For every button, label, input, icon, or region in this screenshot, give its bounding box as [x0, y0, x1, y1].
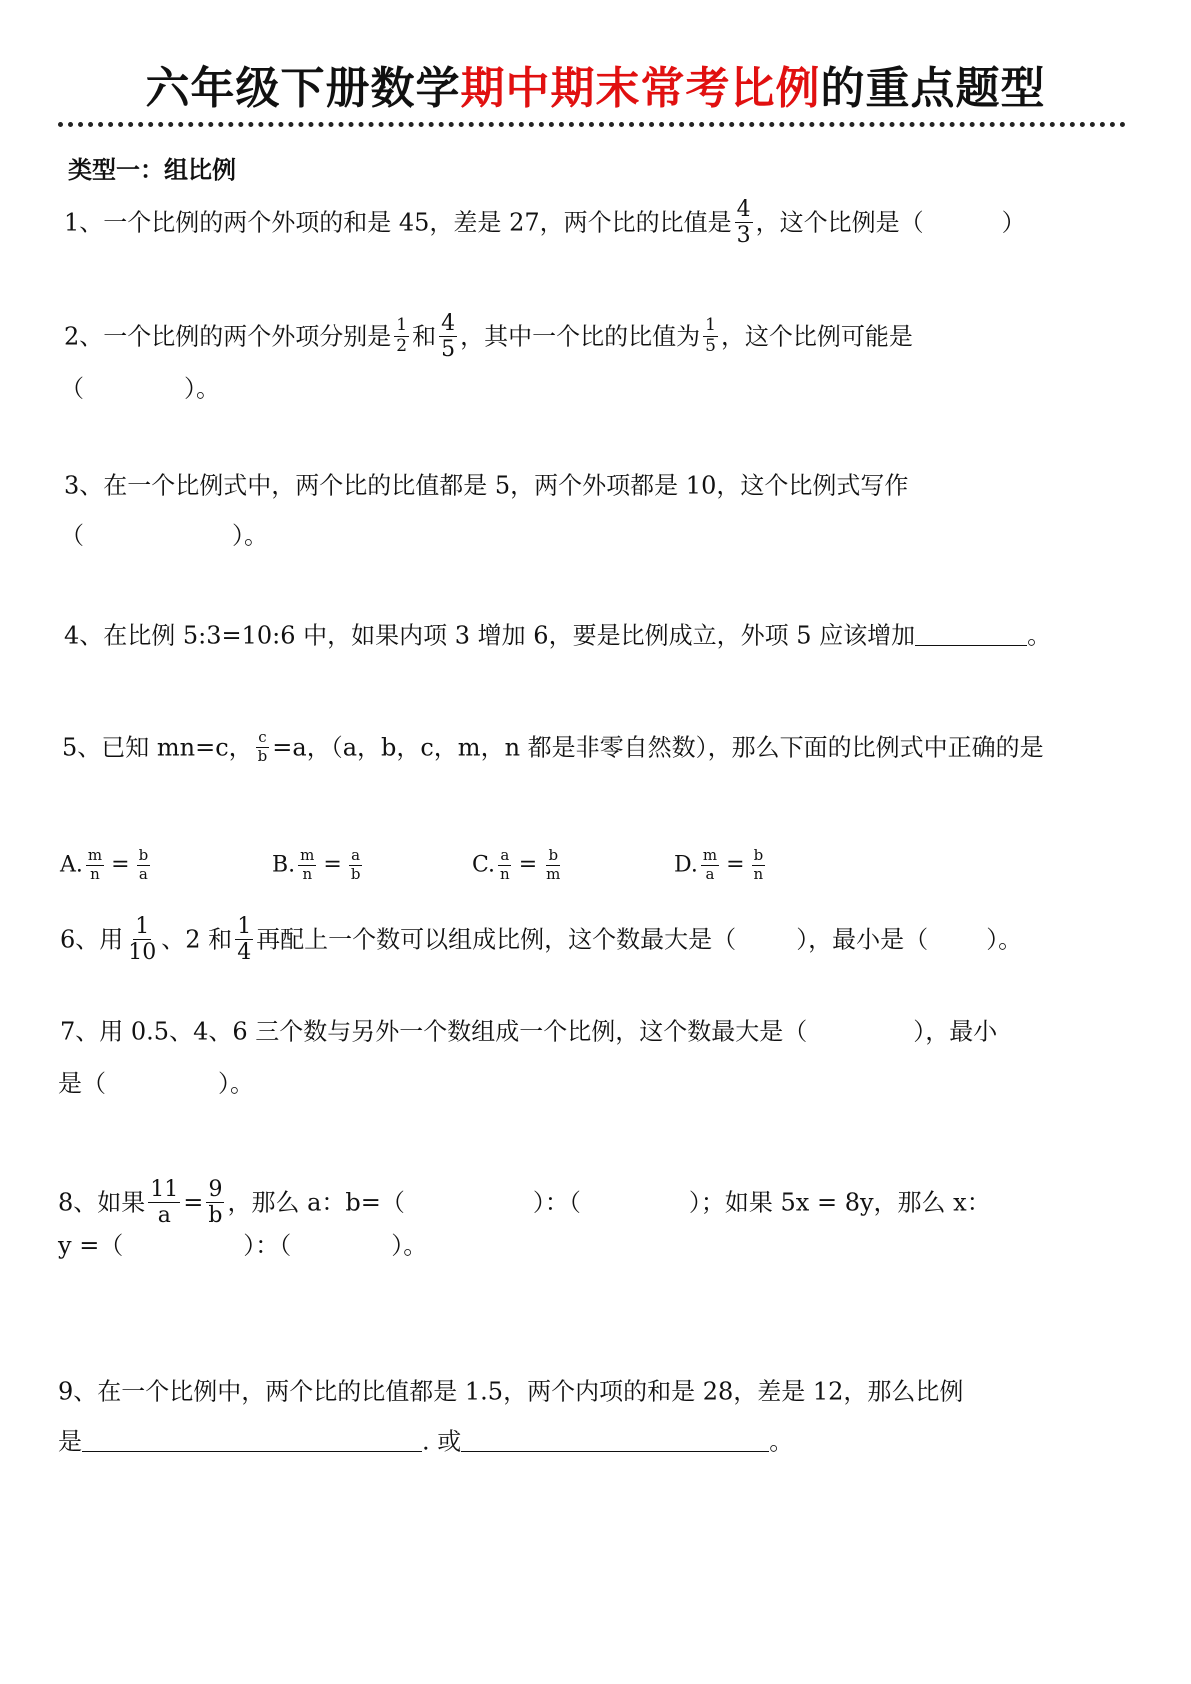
fraction-denominator: 2: [396, 336, 408, 357]
fraction-denominator: 5: [441, 337, 456, 363]
fraction-numerator: 1: [705, 315, 716, 336]
q9-text: 。: [769, 1427, 794, 1456]
q7-text: ），最小: [913, 1017, 998, 1046]
q8-text: ）。: [391, 1231, 428, 1260]
answer-blank[interactable]: [82, 1431, 422, 1452]
q9-text: . 或: [422, 1427, 462, 1456]
fraction-denominator: a: [705, 864, 715, 883]
q4-end: 。: [1027, 621, 1052, 650]
fraction: [86, 848, 104, 883]
answer-blank[interactable]: [915, 625, 1027, 646]
dotted-divider: [58, 122, 1126, 127]
question-2-answer: [60, 375, 220, 401]
title-part: 的重点题型: [820, 63, 1046, 114]
fraction: [394, 317, 409, 356]
fraction-denominator: a: [138, 864, 148, 883]
option-c[interactable]: [472, 848, 565, 883]
option-b[interactable]: [272, 848, 365, 883]
fraction: [148, 1178, 180, 1227]
fraction-denominator: 5: [705, 336, 716, 357]
q7-text: 是（: [58, 1069, 106, 1098]
fraction-denominator: n: [500, 864, 510, 883]
q1-text: 1、一个比例的两个外项的和是 45，差是 27，两个比的比值是: [64, 208, 732, 237]
question-3-answer: [60, 522, 268, 548]
title-part: 六年级下册数学: [145, 63, 461, 114]
option-label: B.: [272, 852, 296, 878]
q8-text: ，那么 a：b=（: [227, 1188, 405, 1217]
q2-text: ，其中一个比的比值为: [460, 322, 701, 351]
question-1: [64, 198, 1026, 247]
fraction: [206, 1178, 224, 1227]
answer-open: （: [60, 374, 84, 403]
question-9-cont: [58, 1428, 793, 1454]
q6-text: 再配上一个数可以组成比例，这个数最大是（: [256, 925, 737, 954]
q8-text: 8、如果: [58, 1188, 146, 1217]
fraction-numerator: 1: [396, 315, 408, 336]
q1-close: ）: [1001, 208, 1026, 237]
equals-sign: =: [183, 1188, 204, 1217]
q7-text: ）。: [218, 1069, 254, 1098]
answer-close: ）。: [232, 521, 268, 550]
fraction-numerator: m: [300, 846, 315, 864]
fraction-numerator: b: [753, 846, 764, 864]
fraction-numerator: b: [548, 846, 559, 864]
fraction-denominator: 10: [128, 940, 157, 966]
q2-text: ，这个比例可能是: [720, 322, 913, 351]
equals-sign: =: [111, 852, 130, 878]
q4-text: 4、在比例 5:3=10:6 中，如果内项 3 增加 6，要是比例成立，外项 5 应该增加: [64, 621, 916, 650]
fraction-denominator: b: [350, 864, 361, 883]
equals-sign: =: [726, 852, 745, 878]
page-title: [0, 52, 1191, 116]
fraction-numerator: 4: [441, 311, 456, 336]
option-label: A.: [60, 852, 83, 878]
fraction-numerator: 1: [237, 914, 252, 939]
q1-text: ，这个比例是（: [755, 208, 924, 237]
fraction-denominator: n: [302, 864, 313, 883]
fraction: [735, 198, 753, 247]
q6-text: ），最小是（: [796, 925, 929, 954]
q9-text: 9、在一个比例中，两个比的比值都是 1.5，两个内项的和是 28，差是 12，那么比例: [58, 1377, 964, 1406]
q8-text: ）：（: [532, 1188, 581, 1217]
question-2: [64, 312, 913, 361]
fraction-denominator: a: [157, 1203, 171, 1229]
fraction-numerator: b: [138, 846, 149, 864]
title-highlight: 期中期末常考比例: [460, 63, 821, 114]
answer-close: ）。: [184, 374, 220, 403]
fraction-denominator: 3: [736, 223, 751, 249]
question-7: [60, 1018, 997, 1044]
fraction-numerator: 9: [208, 1177, 223, 1202]
q8-text: ）；如果 5x = 8y，那么 x：: [688, 1188, 991, 1217]
equals-sign: =: [323, 852, 342, 878]
q9-text: 是: [58, 1427, 82, 1456]
answer-blank[interactable]: [461, 1431, 769, 1452]
fraction: [137, 848, 151, 883]
option-d[interactable]: [674, 848, 768, 883]
q5-text: 5、已知 mn=c，: [62, 733, 253, 762]
fraction: [349, 848, 363, 883]
q6-text: 、2 和: [161, 925, 233, 954]
fraction: [498, 848, 512, 883]
option-label: C.: [472, 852, 496, 878]
question-6: [60, 915, 1022, 964]
fraction-numerator: 4: [736, 197, 751, 222]
question-9: [58, 1378, 963, 1404]
fraction-denominator: n: [753, 864, 764, 883]
fraction: [544, 848, 562, 883]
q6-text: 6、用: [60, 925, 124, 954]
q3-text: 3、在一个比例式中，两个比的比值都是 5，两个外项都是 10，这个比例式写作: [64, 471, 909, 500]
fraction-denominator: b: [208, 1203, 223, 1229]
answer-open: （: [60, 521, 84, 550]
question-5: [62, 730, 1044, 765]
option-a[interactable]: [60, 848, 153, 883]
question-3: [64, 472, 908, 498]
fraction: [298, 848, 316, 883]
question-7-cont: [58, 1070, 254, 1096]
fraction-numerator: 11: [150, 1177, 179, 1202]
fraction-numerator: c: [258, 728, 267, 746]
question-4: [64, 622, 1051, 648]
fraction-denominator: m: [546, 864, 561, 883]
question-8-cont: [58, 1232, 427, 1258]
question-8: [58, 1178, 991, 1227]
fraction-denominator: 4: [237, 940, 252, 966]
fraction-numerator: a: [500, 846, 510, 864]
fraction: [703, 317, 718, 356]
q7-text: 7、用 0.5、4、6 三个数与另外一个数组成一个比例，这个数最大是（: [60, 1017, 808, 1046]
fraction: [126, 915, 158, 964]
q8-text: ）：（: [243, 1231, 292, 1260]
q2-and: 和: [412, 322, 437, 351]
q5-text: =a，（a，b，c，m，n 都是非零自然数），那么下面的比例式中正确的是: [272, 733, 1044, 762]
equals-sign: =: [518, 852, 538, 878]
q8-text: y =（: [58, 1231, 124, 1260]
fraction: [439, 312, 457, 361]
section-heading: 类型一：组比例: [68, 155, 236, 184]
q6-text: ）。: [986, 925, 1023, 954]
fraction: [752, 848, 766, 883]
option-label: D.: [674, 852, 698, 878]
q2-text: 2、一个比例的两个外项分别是: [64, 322, 392, 351]
fraction-numerator: 1: [135, 914, 150, 939]
fraction-denominator: b: [257, 746, 268, 765]
fraction-numerator: m: [702, 846, 718, 864]
fraction: [235, 915, 253, 964]
fraction-numerator: a: [351, 846, 361, 864]
fraction-denominator: n: [90, 864, 100, 883]
fraction: [256, 730, 270, 765]
fraction: [701, 848, 719, 883]
fraction-numerator: m: [87, 846, 103, 864]
